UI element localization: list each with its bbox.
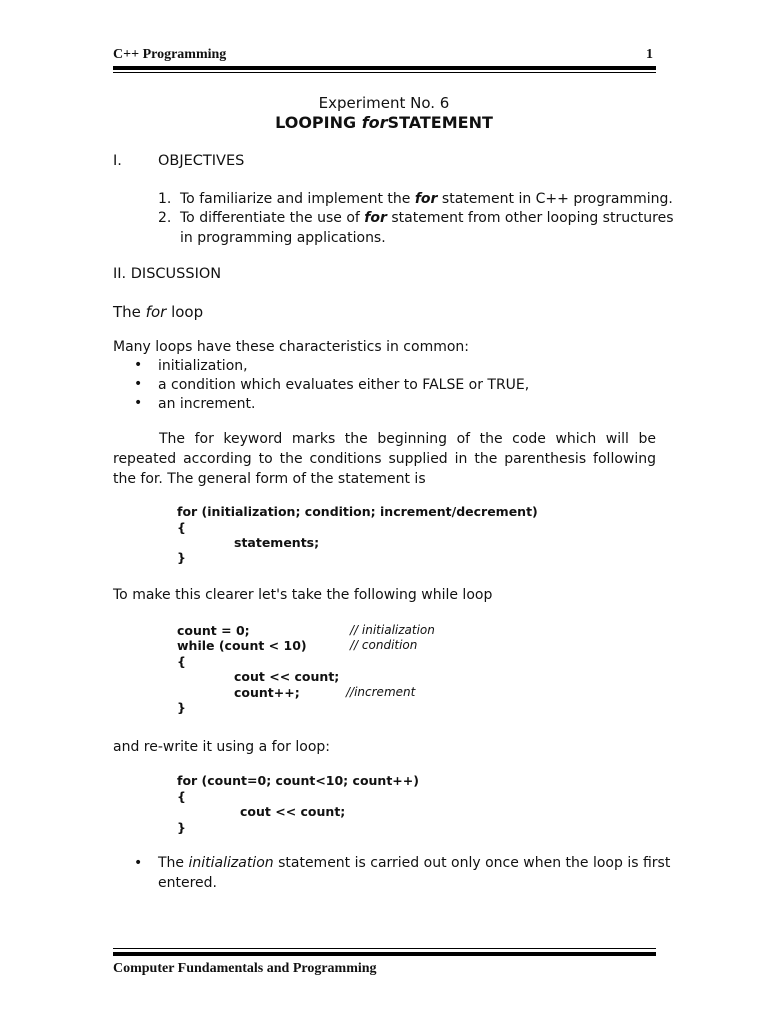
- code-line: for (count=0; count<10; count++): [177, 773, 419, 788]
- code-line: count++;: [234, 685, 300, 700]
- code-line: while (count < 10): [177, 638, 307, 653]
- objective-2-number: 2.: [158, 210, 172, 226]
- code-line: }: [177, 550, 186, 565]
- code-line: cout << count;: [240, 804, 346, 819]
- intro-text: Many loops have these characteristics in common:: [113, 339, 470, 355]
- code-line: {: [177, 520, 186, 535]
- bullet-item: an increment.: [158, 396, 256, 412]
- bullet-dot: •: [134, 376, 143, 392]
- objectives-numeral: I.: [113, 153, 122, 169]
- objective-2-continuation: in programming applications.: [180, 230, 386, 246]
- code-comment: // initialization: [350, 623, 435, 637]
- experiment-number: Experiment No. 6: [318, 94, 450, 112]
- code-line: statements;: [234, 535, 320, 550]
- bullet-dot: •: [134, 855, 143, 871]
- code-line: cout << count;: [234, 669, 340, 684]
- bullet-item: initialization,: [158, 358, 248, 374]
- objective-1-text: To familiarize and implement the for statement in C++ programming.: [180, 191, 673, 207]
- code-line: {: [177, 789, 186, 804]
- for-loop-subheading: The for loop: [113, 303, 204, 321]
- header-title: C++ Programming: [113, 47, 227, 62]
- footer-rule-thin: [113, 948, 656, 949]
- header-rule-thin: [113, 72, 656, 73]
- footer-rule-thick: [113, 952, 656, 956]
- bullet-item: a condition which evaluates either to FALSE or TRUE,: [158, 377, 530, 393]
- discussion-heading: II. DISCUSSION: [113, 266, 222, 282]
- experiment-title: LOOPING forSTATEMENT: [275, 113, 493, 132]
- paragraph-while-loop: To make this clearer let's take the following while loop: [113, 587, 493, 603]
- code-line: for (initialization; condition; increment/decrement): [177, 504, 538, 519]
- code-line: {: [177, 654, 186, 669]
- objective-1-number: 1.: [158, 191, 172, 207]
- bullet-dot: •: [134, 395, 143, 411]
- bullet-dot: •: [134, 357, 143, 373]
- code-comment: // condition: [350, 638, 418, 652]
- footer-text: Computer Fundamentals and Programming: [113, 961, 377, 976]
- code-line: }: [177, 700, 186, 715]
- code-line: count = 0;: [177, 623, 250, 638]
- paragraph-for-keyword: The for keyword marks the beginning of the code which will be repeated according to the conditions supplied in the parenthesis following the for. The general form of the statement is: [113, 431, 656, 487]
- code-comment: //increment: [346, 685, 416, 699]
- header-rule-thick: [113, 66, 656, 70]
- paragraph-rewrite: and re-write it using a for loop:: [113, 739, 330, 755]
- objectives-heading: OBJECTIVES: [158, 153, 245, 169]
- bullet-initialization-continuation: entered.: [158, 875, 217, 891]
- objective-2-text: To differentiate the use of for statement from other looping structures: [180, 210, 674, 226]
- page-number: 1: [646, 47, 653, 62]
- code-line: }: [177, 820, 186, 835]
- bullet-initialization: The initialization statement is carried out only once when the loop is first: [158, 855, 671, 871]
